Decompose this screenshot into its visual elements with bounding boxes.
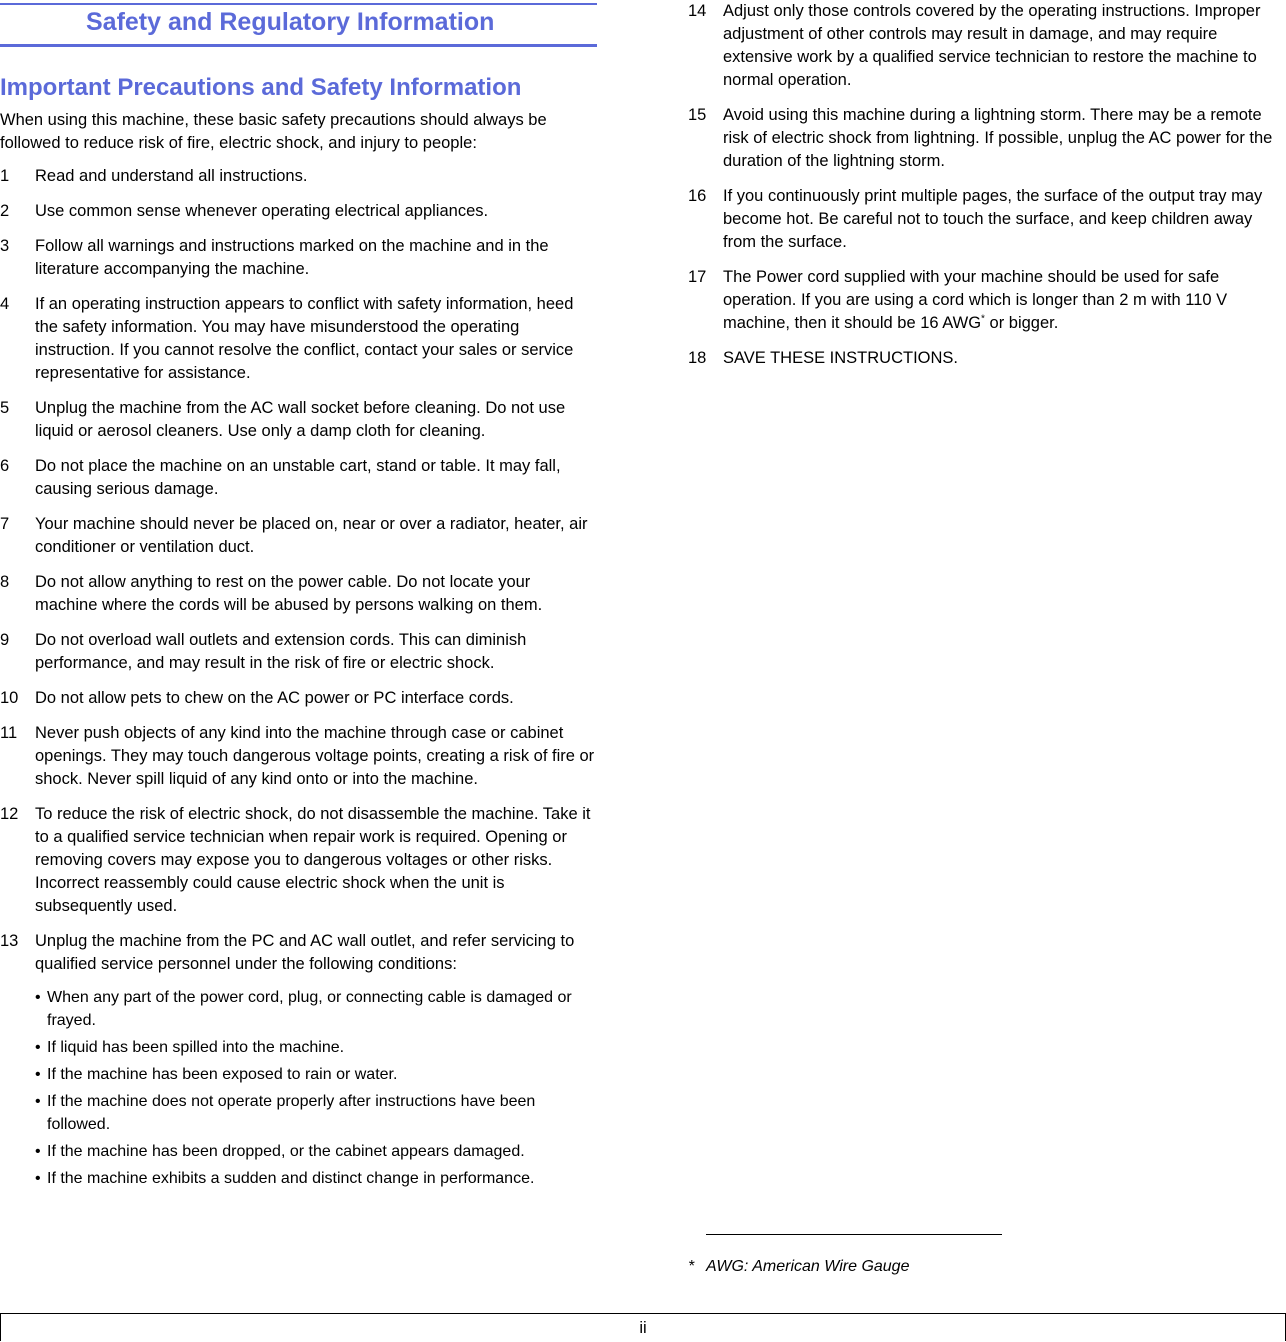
precautions-list-left [0, 165, 597, 1190]
condition-text: If the machine does not operate properly after instructions have been followed. [47, 1093, 536, 1133]
list-item [688, 185, 1282, 254]
condition-item [35, 1036, 597, 1059]
list-item [688, 104, 1282, 173]
list-item [0, 293, 597, 385]
item-text: Follow all warnings and instructions marked on the machine and in the literature accompanying the machine. [35, 237, 549, 278]
item-number: 10 [0, 689, 19, 707]
item-text: To reduce the risk of electric shock, do not disassemble the machine. Take it to a qualified service technician when repair work is required. Opening or removing covers may expose you to dangerous voltages or other risks. Incorrect reassembly could cause electric shock when the unit is subsequently used. [35, 805, 591, 915]
bullet-icon: • [35, 1143, 41, 1160]
list-item [0, 397, 597, 443]
bullet-icon: • [35, 989, 41, 1006]
left-column [0, 0, 597, 1190]
condition-text: If the machine has been exposed to rain or water. [47, 1066, 398, 1083]
item-number: 17 [688, 268, 707, 286]
condition-text: If liquid has been spilled into the machine. [47, 1039, 345, 1056]
item-number: 8 [0, 573, 10, 591]
bullet-icon: • [35, 1039, 41, 1056]
item-text: Do not place the machine on an unstable cart, stand or table. It may fall, causing serious damage. [35, 457, 561, 498]
footnote-divider [706, 1234, 1002, 1235]
item-text: Adjust only those controls covered by the operating instructions. Improper adjustment of other controls may result in damage, and may require extensive work by a qualified service technician to restore the machine to normal operation. [723, 2, 1261, 89]
bullet-icon: • [35, 1170, 41, 1187]
condition-item [35, 1063, 597, 1086]
condition-item [35, 986, 597, 1032]
footnote-reference: * [981, 313, 985, 325]
list-item [0, 571, 597, 617]
item-number: 12 [0, 805, 19, 823]
intro-paragraph: When using this machine, these basic safety precautions should always be followed to reduce risk of fire, electric shock, and injury to people: [0, 111, 547, 152]
list-item [688, 347, 1282, 370]
item-number: 4 [0, 295, 10, 313]
item-number: 13 [0, 932, 19, 950]
subsection-title: Important Precautions and Safety Information [0, 74, 522, 101]
item-number: 11 [0, 724, 18, 742]
list-item [0, 930, 597, 1190]
condition-item [35, 1090, 597, 1136]
item-number: 5 [0, 399, 10, 417]
bullet-icon: • [35, 1066, 41, 1083]
list-item [0, 513, 597, 559]
page-footer [0, 1313, 1286, 1341]
item-number: 15 [688, 106, 707, 124]
list-item [0, 803, 597, 918]
right-column [688, 0, 1282, 370]
item-text: If you continuously print multiple pages, the surface of the output tray may become hot. Be careful not to touch the surface, and keep children away from the surface. [723, 187, 1263, 251]
item-number: 16 [688, 187, 707, 205]
item-text: Never push objects of any kind into the machine through case or cabinet openings. They may touch dangerous voltage points, creating a risk of fire or shock. Never spill liquid of any kind onto or into the machine. [35, 724, 595, 788]
item-number: 9 [0, 631, 10, 649]
item-text: Do not overload wall outlets and extension cords. This can diminish performance, and may result in the risk of fire or electric shock. [35, 631, 527, 672]
footnote-mark: * [688, 1258, 695, 1275]
item-text: Unplug the machine from the AC wall socket before cleaning. Do not use liquid or aerosol cleaners. Use only a damp cloth for cleaning. [35, 399, 566, 440]
item-number: 14 [688, 2, 707, 20]
item-text: SAVE THESE INSTRUCTIONS. [723, 349, 959, 367]
item-number: 18 [688, 349, 707, 367]
list-item [688, 0, 1282, 92]
service-conditions-list [35, 986, 597, 1190]
list-item [688, 266, 1282, 335]
precautions-list-right [688, 0, 1282, 370]
item-number: 2 [0, 202, 10, 220]
item-text: Use common sense whenever operating electrical appliances. [35, 202, 489, 220]
list-item [0, 235, 597, 281]
item-text: Your machine should never be placed on, near or over a radiator, heater, air conditioner or ventilation duct. [35, 515, 588, 556]
condition-text: When any part of the power cord, plug, or connecting cable is damaged or frayed. [47, 989, 572, 1029]
item-text: Unplug the machine from the PC and AC wall outlet, and refer servicing to qualified service personnel under the following conditions: [35, 932, 575, 973]
list-item [0, 629, 597, 675]
item-number: 3 [0, 237, 10, 255]
condition-item [35, 1167, 597, 1190]
footnote [688, 1256, 909, 1278]
list-item [0, 455, 597, 501]
condition-text: If the machine exhibits a sudden and distinct change in performance. [47, 1170, 535, 1187]
footnote-text: AWG: American Wire Gauge [706, 1258, 910, 1275]
item-text-main: The Power cord supplied with your machine should be used for safe operation. If you are using a cord which is longer than 2 m with 110 V machine, then it should be 16 AWG [723, 268, 1228, 332]
list-item [0, 200, 597, 223]
item-number: 6 [0, 457, 10, 475]
item-text: If an operating instruction appears to conflict with safety information, heed the safety information. You may have misunderstood the operating instruction. If you cannot resolve the conflict, contact your sales or service representative for assistance. [35, 295, 574, 382]
item-number: 1 [0, 167, 10, 185]
item-text [723, 268, 1227, 332]
item-number: 7 [0, 515, 10, 533]
list-item [0, 165, 597, 188]
item-text: Avoid using this machine during a lightning storm. There may be a remote risk of electric shock from lightning. If possible, unplug the AC power for the duration of the lightning storm. [723, 106, 1273, 170]
section-title: Safety and Regulatory Information [0, 3, 597, 47]
item-text: Read and understand all instructions. [35, 167, 308, 185]
item-text: Do not allow anything to rest on the power cable. Do not locate your machine where the cords will be abused by persons walking on them. [35, 573, 543, 614]
page-number: ii [639, 1319, 647, 1337]
condition-text: If the machine has been dropped, or the cabinet appears damaged. [47, 1143, 525, 1160]
bullet-icon: • [35, 1093, 41, 1110]
item-text: Do not allow pets to chew on the AC power or PC interface cords. [35, 689, 514, 707]
item-text-end: or bigger. [984, 314, 1059, 332]
list-item [0, 687, 597, 710]
list-item [0, 722, 597, 791]
condition-item [35, 1140, 597, 1163]
